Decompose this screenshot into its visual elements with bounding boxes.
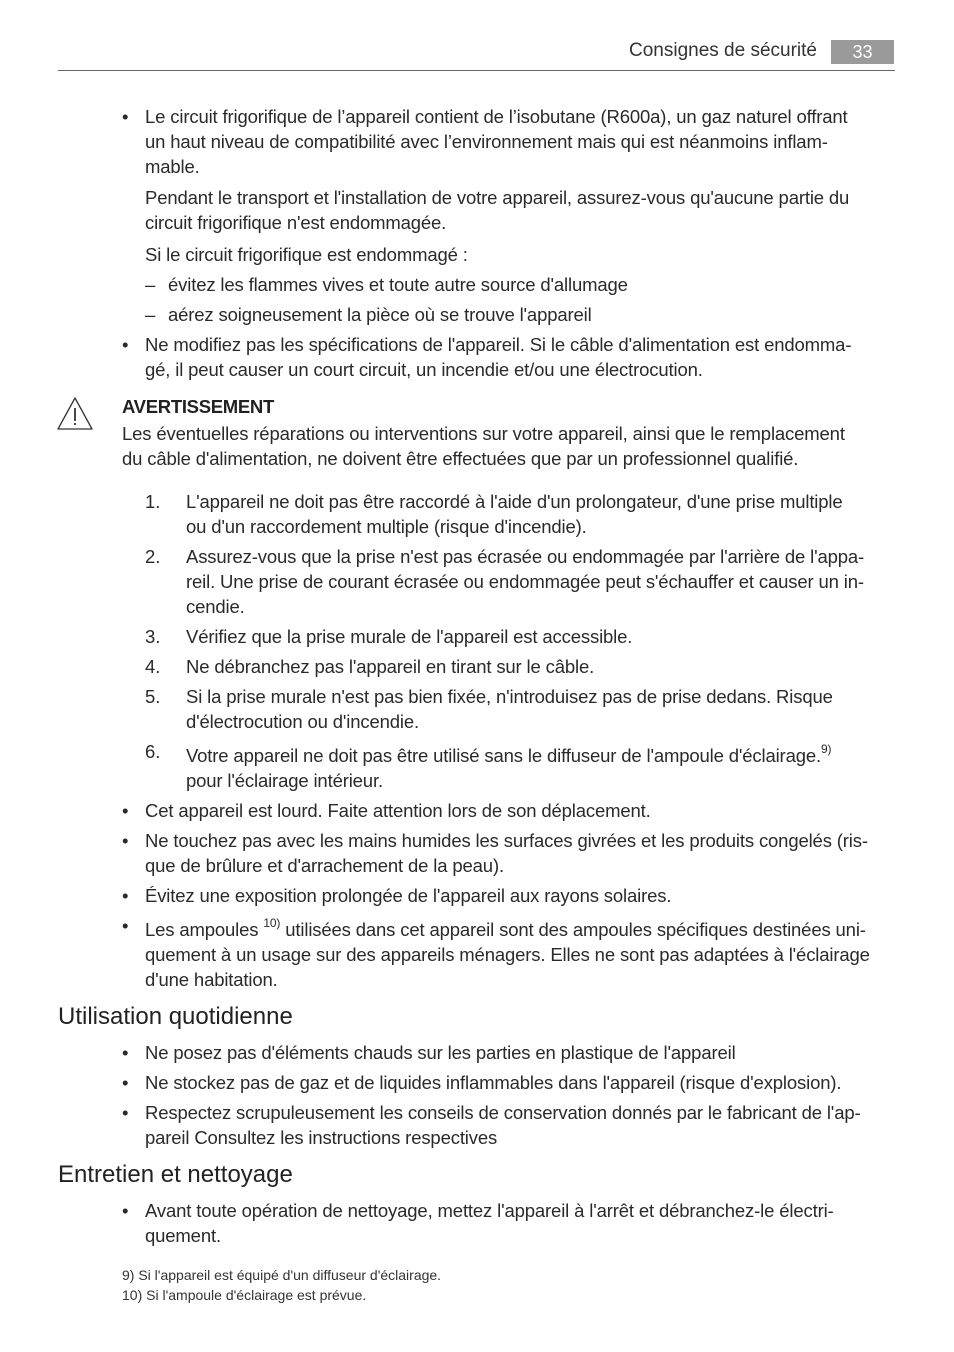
list-number: 1. [145, 491, 161, 512]
warning-text: du câble d'alimentation, ne doivent être effectuées que par un professionnel qualifié. [122, 448, 799, 469]
bullet-marker: • [122, 830, 129, 851]
warning-triangle-icon [56, 396, 94, 432]
text-line [145, 917, 866, 942]
text-line: Avant toute opération de nettoyage, mettez l'appareil à l'arrêt et débranchez-le électri- [145, 1200, 834, 1221]
text-line: Pendant le transport et l'installation de votre appareil, assurez-vous qu'aucune partie du [145, 187, 850, 208]
text-line: Respectez scrupuleusement les conseils de conservation donnés par le fabricant de l'ap- [145, 1102, 861, 1123]
bullet-marker: • [122, 1200, 129, 1221]
text-line: Assurez-vous que la prise n'est pas écrasée ou endommagée par l'arrière de l'appa- [186, 546, 865, 567]
text-line: cendie. [186, 596, 245, 617]
page-number: 33 [831, 40, 894, 64]
list-number: 5. [145, 686, 161, 707]
text-line: circuit frigorifique n'est endommagée. [145, 212, 447, 233]
text-line [186, 743, 831, 768]
bullet-marker: • [122, 1042, 129, 1063]
footnote: 10) Si l'ampoule d'éclairage est prévue. [122, 1287, 367, 1303]
bullet-marker: • [122, 800, 129, 821]
dash-item: évitez les flammes vives et toute autre source d'allumage [168, 274, 628, 295]
bullet-marker: • [122, 1072, 129, 1093]
header-title: Consignes de sécurité [629, 40, 817, 61]
text-line: pareil Consultez les instructions respectives [145, 1127, 498, 1148]
text-line: L'appareil ne doit pas être raccordé à l'aide d'un prolongateur, d'une prise multiple [186, 491, 843, 512]
dash-marker: – [145, 304, 156, 325]
bullet-marker: • [122, 885, 129, 906]
warning-title: AVERTISSEMENT [122, 396, 274, 417]
footnote-ref: 10) [263, 915, 281, 930]
section-heading: Utilisation quotidienne [58, 1003, 293, 1030]
text-line: d'une habitation. [145, 969, 278, 990]
text-line: mable. [145, 156, 200, 177]
text-line: Vérifiez que la prise murale de l'appareil est accessible. [186, 626, 633, 647]
text-line: Ne touchez pas avec les mains humides les surfaces givrées et les produits congelés (ris- [145, 830, 868, 851]
text-line: reil. Une prise de courant écrasée ou endommagée peut s'échauffer et causer un in- [186, 571, 864, 592]
list-number: 3. [145, 626, 161, 647]
text-line: Si la prise murale n'est pas bien fixée, n'introduisez pas de prise dedans. Risque [186, 686, 833, 707]
text-line: un haut niveau de compatibilité avec l’environnement mais qui est néanmoins inflam- [145, 131, 828, 152]
section-heading: Entretien et nettoyage [58, 1161, 293, 1188]
footnote: 9) Si l'appareil est équipé d'un diffuseur d'éclairage. [122, 1267, 442, 1283]
text-segment: utilisées dans cet appareil sont des ampoules spécifiques destinées uni- [280, 919, 866, 940]
warning-text: Les éventuelles réparations ou interventions sur votre appareil, ainsi que le remplacement [122, 423, 845, 444]
list-number: 4. [145, 656, 161, 677]
header-divider [58, 70, 895, 71]
text-line: Cet appareil est lourd. Faite attention lors de son déplacement. [145, 800, 651, 821]
text-line: gé, il peut causer un court circuit, un incendie et/ou une électrocution. [145, 359, 703, 380]
bullet-marker: • [122, 1102, 129, 1123]
dash-marker: – [145, 274, 156, 295]
list-number: 2. [145, 546, 161, 567]
text-line: Si le circuit frigorifique est endommagé : [145, 244, 468, 265]
text-line: pour l'éclairage intérieur. [186, 770, 383, 791]
footnote-ref: 9) [820, 741, 832, 756]
text-line: quement. [145, 1225, 221, 1246]
text-line: que de brûlure et d'arrachement de la peau). [145, 855, 504, 876]
text-line: ou d'un raccordement multiple (risque d'incendie). [186, 516, 587, 537]
bullet-marker: • [122, 915, 129, 936]
bullet-marker: • [122, 106, 129, 127]
text-line: Ne posez pas d'éléments chauds sur les parties en plastique de l'appareil [145, 1042, 736, 1063]
dash-item: aérez soigneusement la pièce où se trouve l'appareil [168, 304, 592, 325]
text-line: Ne débranchez pas l'appareil en tirant sur le câble. [186, 656, 595, 677]
text-segment: Les ampoules [145, 919, 264, 940]
text-line: Le circuit frigorifique de l’appareil contient de l’isobutane (R600a), un gaz naturel offrant [145, 106, 848, 127]
text-segment: Votre appareil ne doit pas être utilisé sans le diffuseur de l'ampoule d'éclairage. [186, 745, 821, 766]
text-line: Ne stockez pas de gaz et de liquides inflammables dans l'appareil (risque d'explosion). [145, 1072, 842, 1093]
text-line: quement à un usage sur des appareils ménagers. Elles ne sont pas adaptées à l'éclairage [145, 944, 870, 965]
text-line: Ne modifiez pas les spécifications de l'appareil. Si le câble d'alimentation est endomma- [145, 334, 852, 355]
bullet-marker: • [122, 334, 129, 355]
list-number: 6. [145, 741, 161, 762]
text-line: d'électrocution ou d'incendie. [186, 711, 419, 732]
text-line: Évitez une exposition prolongée de l'appareil aux rayons solaires. [145, 885, 672, 906]
